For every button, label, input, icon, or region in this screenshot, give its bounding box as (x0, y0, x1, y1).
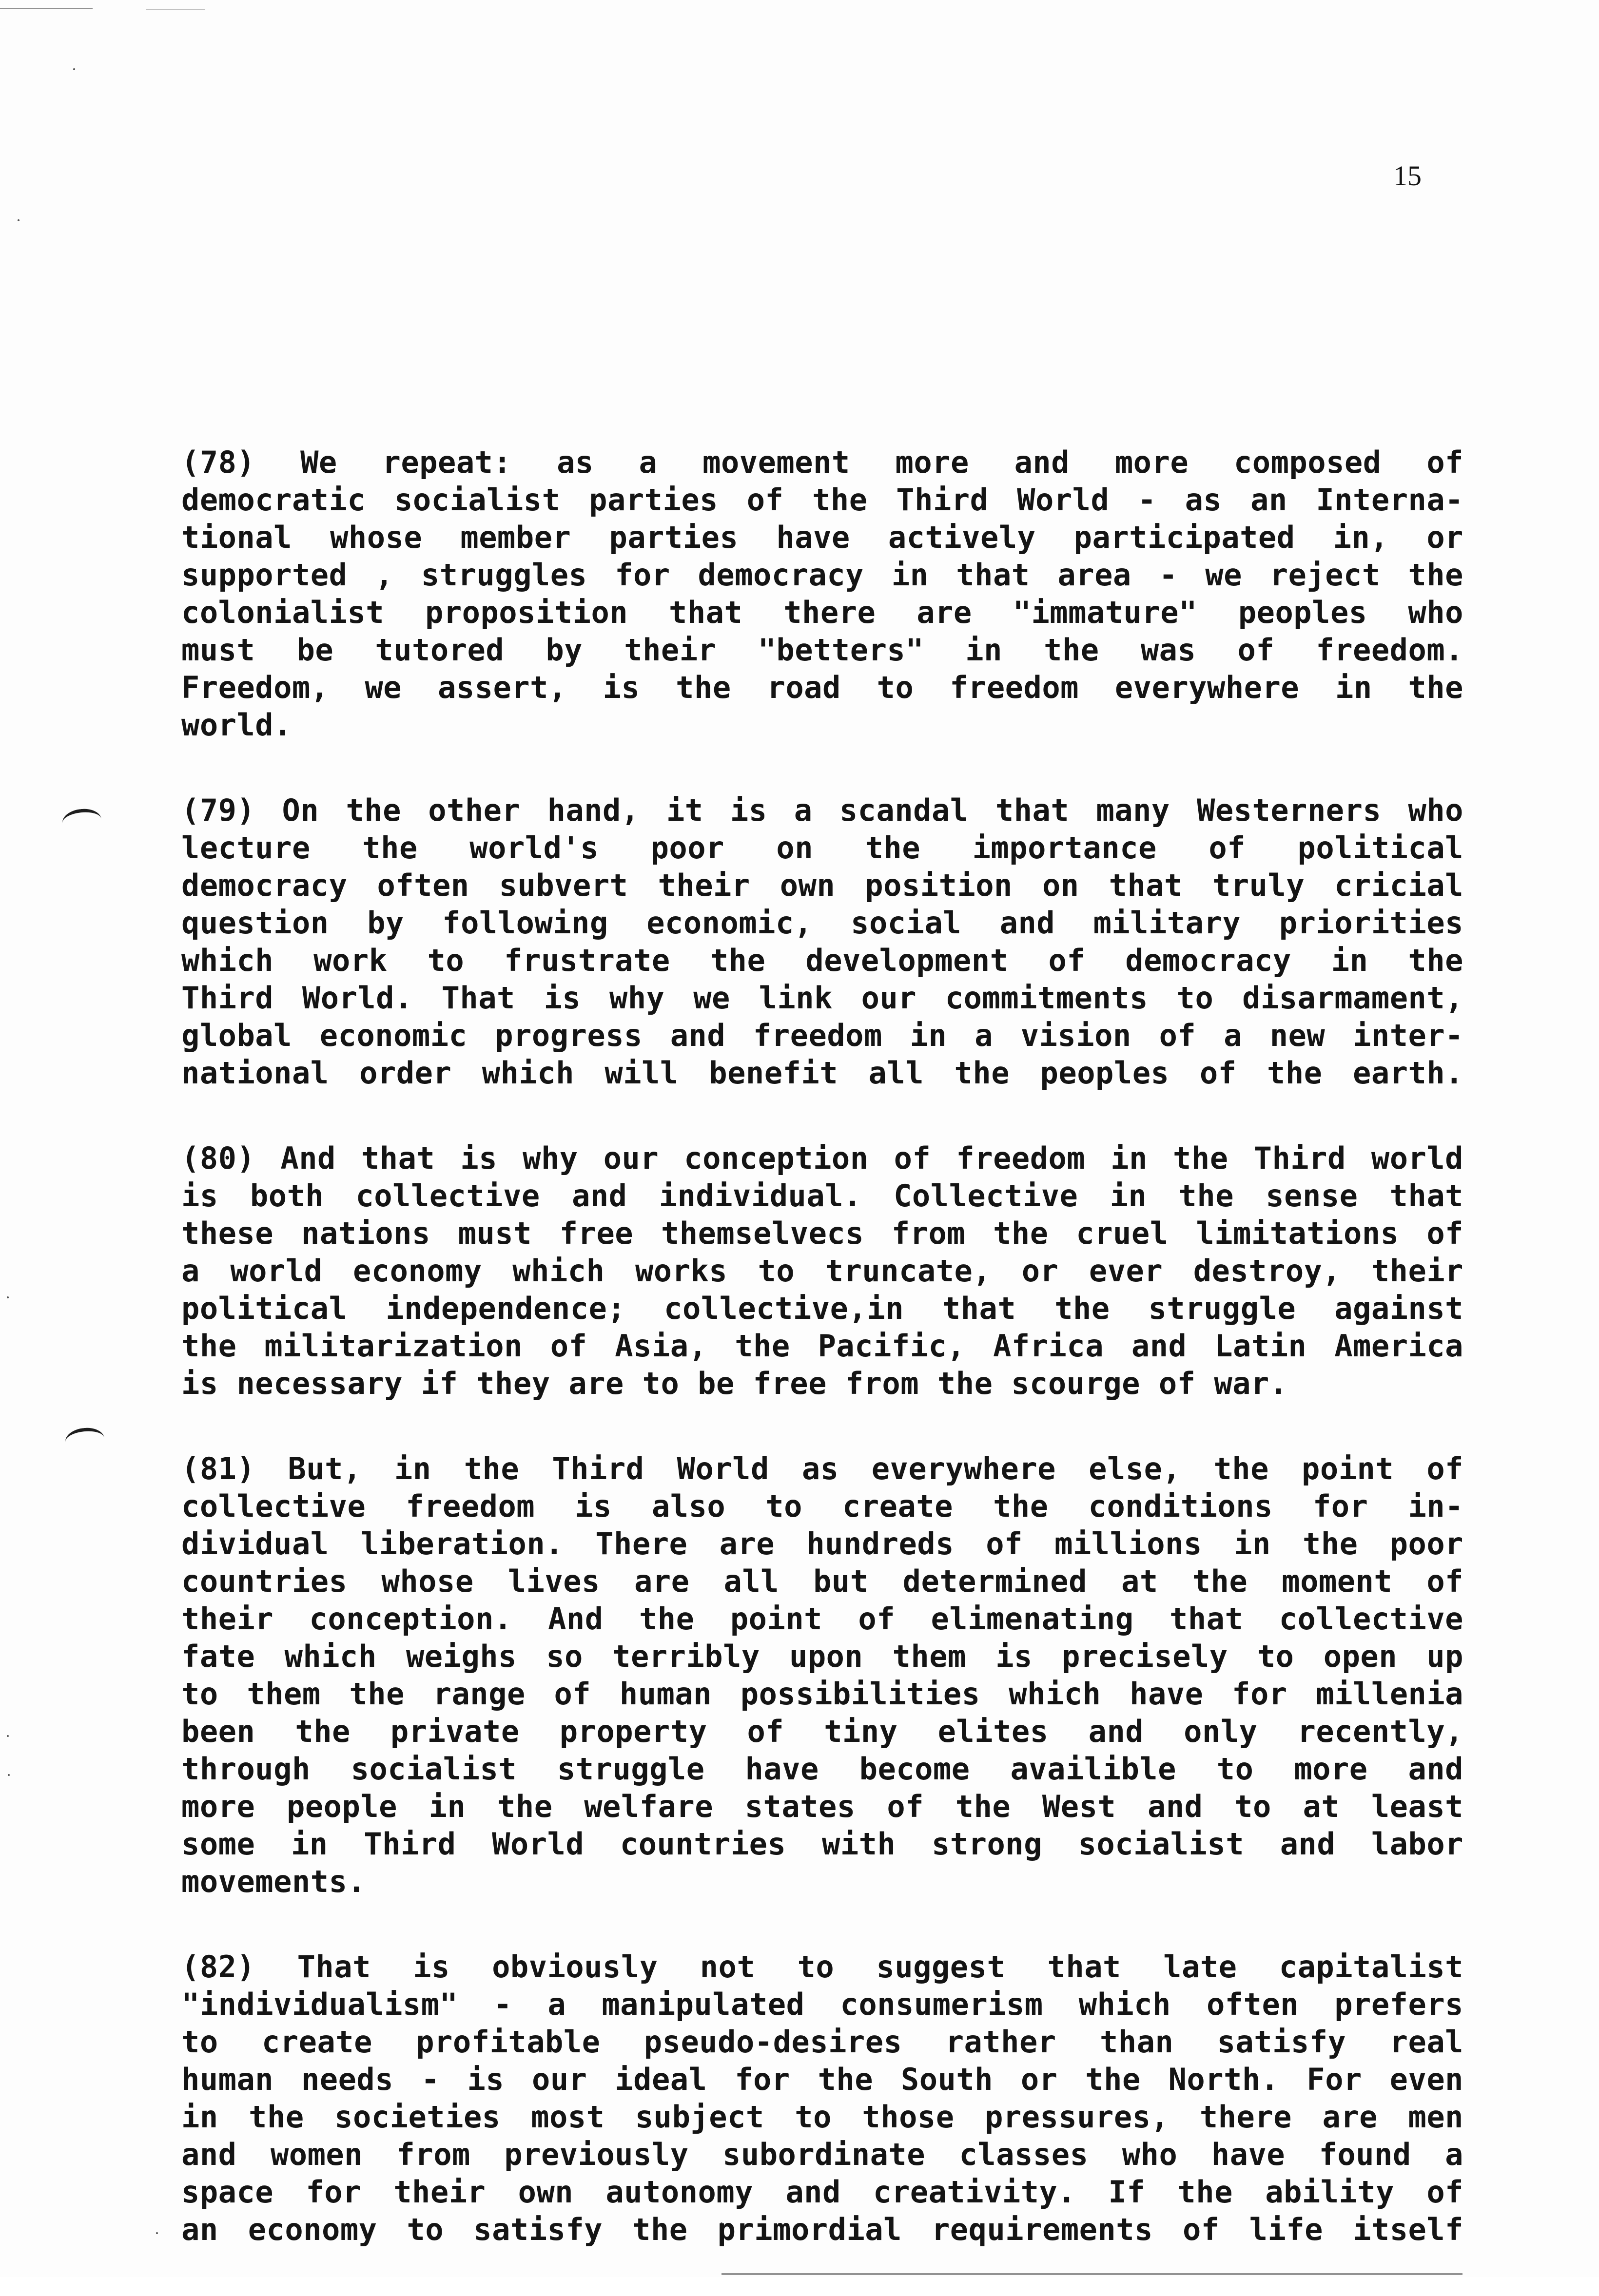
text-line: lecture the world's poor on the importance of political (181, 830, 1463, 866)
text-line: is necessary if they are to be free from the scourge of war. (181, 1366, 1288, 1401)
paragraph-78 (181, 444, 1463, 744)
text-line: (81) But, in the Third World as everywhere else, the point of (181, 1451, 1463, 1486)
paragraph-79 (181, 791, 1463, 1092)
paragraph-81 (181, 1450, 1463, 1900)
text-line: and women from previously subordinate classes who have found a (181, 2137, 1463, 2172)
text-line: fate which weighs so terribly upon them is precisely to open up (181, 1639, 1463, 1674)
text-line: human needs - is our ideal for the South or the North. For even (181, 2062, 1463, 2097)
text-line: must be tutored by their "betters" in the was of freedom. (181, 632, 1463, 668)
text-line: movements. (181, 1864, 366, 1899)
text-line: question by following economic, social and military priorities (181, 905, 1463, 941)
text-line: global economic progress and freedom in a vision of a new inter- (181, 1018, 1463, 1053)
paragraph-80 (181, 1139, 1463, 1402)
text-line: supported , struggles for democracy in that area - we reject the (181, 557, 1463, 593)
body-text (181, 444, 1463, 2296)
paragraph-82 (181, 1948, 1463, 2248)
scan-edge-mark (146, 9, 205, 10)
text-line: "individualism" - a manipulated consumerism which often prefers (181, 1987, 1463, 2022)
scan-edge-mark (0, 8, 93, 9)
text-line: in the societies most subject to those pressures, there are men (181, 2099, 1463, 2135)
text-line: to create profitable pseudo-desires rather than satisfy real (181, 2024, 1463, 2060)
text-line: (79) On the other hand, it is a scandal that many Westerners who (181, 792, 1463, 828)
text-line: world. (181, 707, 292, 743)
text-line: tional whose member parties have actively participated in, or (181, 520, 1463, 555)
scan-speck (7, 1296, 9, 1298)
margin-hook-mark (64, 1426, 106, 1454)
text-line: (80) And that is why our conception of freedom in the Third world (181, 1140, 1463, 1176)
text-line: some in Third World countries with strong socialist and labor (181, 1826, 1463, 1862)
text-line: more people in the welfare states of the West and to at least (181, 1789, 1463, 1824)
text-line: space for their own autonomy and creativity. If the ability of (181, 2174, 1463, 2210)
scan-speck (8, 1774, 10, 1776)
text-line: (78) We repeat: as a movement more and more composed of (181, 444, 1463, 480)
text-line: national order which will benefit all the peoples of the earth. (181, 1055, 1463, 1091)
text-line: Third World. That is why we link our commitments to disarmament, (181, 980, 1463, 1016)
text-line: which work to frustrate the development of democracy in the (181, 943, 1463, 978)
text-line: to them the range of human possibilities which have for millenia (181, 1676, 1463, 1712)
scan-speck (156, 2232, 158, 2234)
page-number: 15 (1393, 160, 1422, 192)
text-line: collective freedom is also to create the conditions for in- (181, 1488, 1463, 1524)
text-line: an economy to satisfy the primordial requirements of life itself (181, 2212, 1463, 2247)
text-line: democracy often subvert their own position on that truly cricial (181, 868, 1463, 903)
text-line: colonialist proposition that there are "immature" peoples who (181, 595, 1463, 630)
text-line: (82) That is obviously not to suggest that late capitalist (181, 1949, 1463, 1985)
text-line: Freedom, we assert, is the road to freedom everywhere in the (181, 670, 1463, 705)
text-line: these nations must free themselvecs from the cruel limitations of (181, 1216, 1463, 1251)
margin-hook-mark (61, 807, 103, 835)
text-line: democratic socialist parties of the Third World - as an Interna- (181, 482, 1463, 518)
text-line: political independence; collective,in that the struggle against (181, 1291, 1463, 1326)
scan-speck (7, 1735, 9, 1737)
text-line: dividual liberation. There are hundreds of millions in the poor (181, 1526, 1463, 1562)
scan-speck (73, 68, 75, 70)
text-line: the militarization of Asia, the Pacific, Africa and Latin America (181, 1328, 1463, 1364)
scan-speck (18, 219, 20, 221)
text-line: their conception. And the point of elimenating that collective (181, 1601, 1463, 1637)
text-line: is both collective and individual. Collective in the sense that (181, 1178, 1463, 1214)
text-line: countries whose lives are all but determined at the moment of (181, 1563, 1463, 1599)
text-line: a world economy which works to truncate, or ever destroy, their (181, 1253, 1463, 1289)
text-line: been the private property of tiny elites and only recently, (181, 1714, 1463, 1749)
text-line: through socialist struggle have become availible to more and (181, 1751, 1463, 1787)
